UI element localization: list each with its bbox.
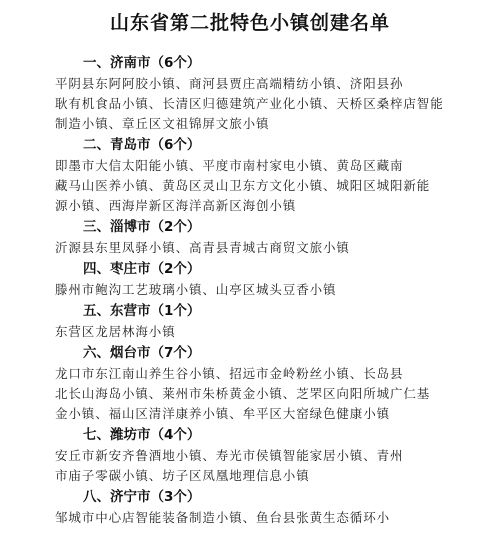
section-count: （4个） [150, 427, 201, 443]
section-city: 一、济南市 [83, 55, 151, 71]
section-city: 七、潍坊市 [83, 427, 151, 443]
section-town-list [55, 364, 485, 424]
section-heading [55, 216, 485, 238]
section-town-list [55, 74, 485, 134]
section-town-list [55, 156, 485, 216]
town-list-line: 源小镇、西海岸新区海洋高新区海创小镇 [55, 198, 297, 213]
section-heading [55, 424, 485, 446]
town-list-line: 北长山海岛小镇、莱州市朱桥黄金小镇、芝罘区向阳所城广仁基 [55, 386, 431, 401]
town-list-line: 藏马山医养小镇、黄岛区灵山卫东方文化小镇、城阳区城阳新能 [55, 178, 431, 193]
section-count: （6个） [150, 137, 201, 153]
section-count: （2个） [150, 261, 201, 277]
section-heading [55, 134, 485, 156]
section-town-list [55, 446, 485, 486]
section-heading [55, 258, 485, 280]
town-list-line: 东营区龙居林海小镇 [55, 324, 176, 339]
section-town-list [55, 238, 485, 258]
section-town-list [55, 322, 485, 342]
section-heading [55, 300, 485, 322]
section-city: 六、烟台市 [83, 345, 151, 361]
town-list-line: 金小镇、福山区清洋康养小镇、牟平区大窑绿色健康小镇 [55, 406, 391, 421]
town-list-line: 安丘市新安齐鲁酒地小镇、寿光市侯镇智能家居小镇、青州 [55, 448, 404, 463]
town-list-line: 沂源县东里凤驿小镇、高青县青城古商贸文旅小镇 [55, 240, 350, 255]
section-city: 四、枣庄市 [83, 261, 151, 277]
section-city: 五、东营市 [83, 303, 151, 319]
section-town-list [55, 280, 485, 300]
section-city: 三、淄博市 [83, 219, 151, 235]
document-content [55, 52, 485, 528]
town-list-line: 龙口市东江南山养生谷小镇、招远市金岭粉丝小镇、长岛县 [55, 366, 404, 381]
section-city: 八、济宁市 [83, 489, 151, 505]
section-count: （1个） [150, 303, 201, 319]
town-list-line: 邹城市中心店智能装备制造小镇、鱼台县张黄生态循环小 [55, 510, 391, 525]
section-count: （2个） [150, 219, 201, 235]
town-list-line: 耿有机食品小镇、长清区归德建筑产业化小镇、天桥区桑梓店智能 [55, 96, 444, 111]
section-heading [55, 342, 485, 364]
section-count: （3个） [150, 489, 201, 505]
section-heading [55, 486, 485, 508]
section-count: （7个） [150, 345, 201, 361]
section-town-list [55, 508, 485, 528]
document-title: 山东省第二批特色小镇创建名单 [109, 12, 390, 34]
town-list-line: 平阴县东阿阿胶小镇、商河县贾庄高端精纺小镇、济阳县孙 [55, 76, 404, 91]
section-count: （6个） [150, 55, 201, 71]
section-city: 二、青岛市 [83, 137, 151, 153]
section-heading [55, 52, 485, 74]
town-list-line: 即墨市大信太阳能小镇、平度市南村家电小镇、黄岛区藏南 [55, 158, 404, 173]
town-list-line: 市庙子零碳小镇、坊子区凤凰地理信息小镇 [55, 468, 310, 483]
town-list-line: 制造小镇、章丘区文祖锦屏文旅小镇 [55, 116, 270, 131]
town-list-line: 滕州市鲍沟工艺玻璃小镇、山亭区城头豆香小镇 [55, 282, 337, 297]
